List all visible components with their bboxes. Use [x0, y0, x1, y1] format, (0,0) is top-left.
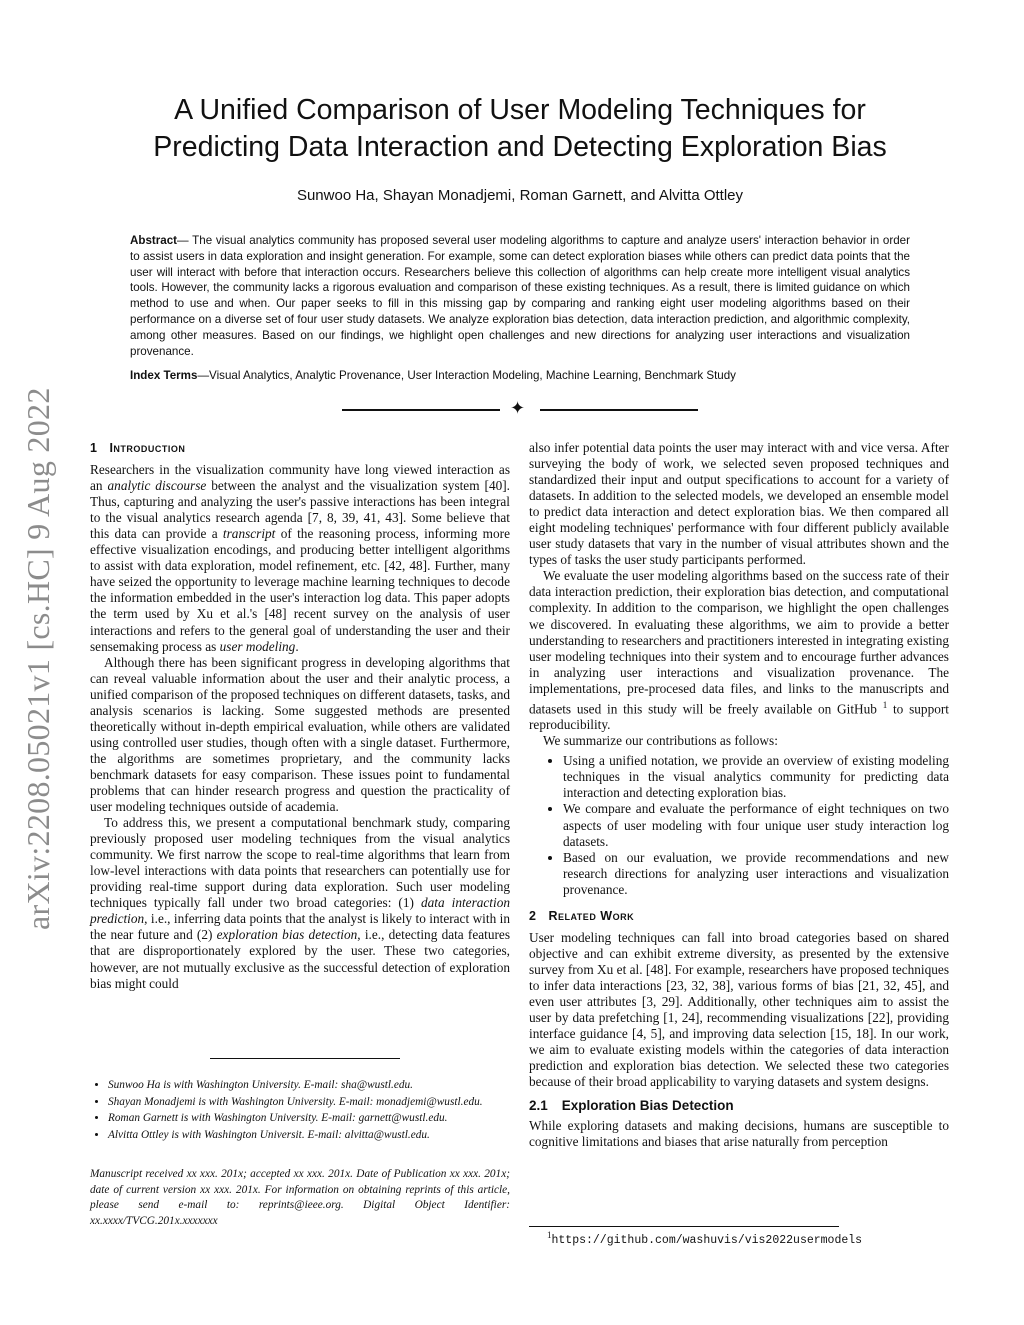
text-run: , i.e., inferring data points that the analyst is likely to interact with in the near future and (2)	[90, 911, 510, 943]
index-terms-label: Index Terms	[130, 369, 198, 382]
emphasis: data interaction prediction	[90, 895, 510, 927]
contribution-item: • We compare and evaluate the performance of eight techniques on two aspects of user modeling with four unique user study interaction log datasets.	[563, 801, 949, 849]
section-heading-related-work	[529, 908, 949, 924]
subsection-heading-exploration-bias	[529, 1098, 949, 1114]
emphasis: analytic discourse	[107, 478, 207, 494]
text-run: to support reproducibility.	[529, 701, 949, 733]
affiliation-item: • Shayan Monadjemi is with Washington University. E-mail: monadjemi@wustl.edu.	[108, 1095, 520, 1111]
text-run: Researchers in the visualization community have long viewed interaction as an	[90, 462, 510, 494]
contributions-list	[529, 753, 949, 897]
intro-paragraph-2: Although there has been significant progress in developing algorithms that can reveal valuable information about the user and their analytic process, a unified comparison of the proposed techniques on different datasets, tasks, and analysis scenarios is lacking. Some suggested methods are presented theoretically without in-depth empirical evaluation, while others are validated using controlled user studies, though often with a single dataset. Furthermore, the algorithms are sometimes proprietary, and the community lacks benchmark datasets for easy comparison. These issues point to fundamental problems that can hinder research progress and question the practicality of user modeling techniques outside of academia.	[90, 654, 510, 815]
right-column	[529, 440, 949, 1150]
related-paragraph-1: User modeling techniques can fall into broad categories based on shared objective and can exhibit extreme diversity, as presented by the extensive survey from Xu et al. [48]. For example, researchers have proposed techniques to infer data interactions [23, 32, 38], various forms of bias [21, 32, 45], and even user attributes [3, 29]. Additionally, other techniques aim to assist the user by data prefetching [1, 24], recommending visualizations [22], providing interface guidance [4, 5], and improving data selection [15, 18]. In our work, we aim to evaluate existing models within the categories of data interaction prediction and exploration bias detection. We selected these two categories because of their broad applicability to varying datasets and system designs.	[529, 929, 949, 1090]
contribution-item: • Using a unified notation, we provide an overview of existing modeling techniques in the visual analytics community for predicting data interaction and detecting exploration bias.	[563, 753, 949, 801]
left-column	[90, 440, 510, 992]
intro-paragraph-6: We summarize our contributions as follows:	[543, 733, 778, 749]
exploration-bias-paragraph-1: While exploring datasets and making decisions, humans are susceptible to cognitive limitations and biases that arise naturally from perception	[529, 1118, 949, 1150]
text-run: We evaluate the user modeling algorithms based on the success rate of their data interaction prediction, their exploration bias detection, and computational complexity. In addition to the comparison, we highlight the open challenges we discovered. In evaluating these algorithms, we aim to provide a better understanding to researchers and practitioners interested in integrating existing user modeling techniques into their system and to encourage further advances in analyzing user interactions and visualization provenance. The implementations, pre-procesed data files, and links to the manuscripts and datasets used in this study will be freely available on GitHub	[529, 568, 949, 717]
title-line-2: Predicting Data Interaction and Detecting Exploration Bias	[153, 131, 887, 163]
index-terms-text: —Visual Analytics, Analytic Provenance, User Interaction Modeling, Machine Learning, Benchmark Study	[197, 369, 736, 382]
text-run: , i.e., detecting data features that are disproportionately explored by the user. These two categories, however, are not mutually exclusive as the successful detection of exploration bias might could	[90, 927, 511, 991]
section-number: 2	[529, 908, 537, 923]
footnote-rule-right	[529, 1226, 839, 1227]
contribution-item: • Based on our evaluation, we provide recommendations and new research directions for analyzing user interactions and visualization provenance.	[563, 850, 949, 898]
section-title: Related Work	[548, 908, 635, 923]
abstract-label: Abstract	[130, 234, 178, 247]
affiliation-item: • Sunwoo Ha is with Washington University. E-mail: sha@wustl.edu.	[108, 1078, 520, 1094]
manuscript-note: Manuscript received xx xxx. 201x; accepted xx xxx. 201x. Date of Publication xx xxx. 201x; date of current version xx xxx. 201x. For information on obtaining reprints of this article, please send e-mail to: reprints@ieee.org. Digital Object Identifier: xx.xxxx/TVCG.201x.xxxxxxx	[90, 1168, 510, 1227]
footnote-rule	[210, 1058, 400, 1059]
text-run: between the analyst and the visualization system [40]. Thus, capturing and analyzing the user's passive interactions has been integral to the visual analytics research agenda [7, 8, 39, 41, 43]. Some believe that this data can provide a	[90, 478, 510, 542]
footnote-number: 1	[547, 1230, 552, 1240]
author-affiliations	[90, 1078, 520, 1144]
section-title: Introduction	[109, 441, 186, 455]
text-run: To address this, we present a computational benchmark study, comparing previously proposed user modeling techniques from the visual analytics community. We first narrow the scope to real-time algorithms that learn from low-level interactions with data points that researchers can potentially use for providing real-time support during data exploration. Such user modeling techniques typically fall under two broad categories: (1)	[90, 815, 510, 911]
subsection-number: 2.1	[529, 1098, 548, 1114]
subsection-title: Exploration Bias Detection	[561, 1098, 734, 1114]
divider-line-right	[540, 409, 698, 411]
affiliation-item: • Alvitta Ottley is with Washington Universit. E-mail: alvitta@wustl.edu.	[108, 1128, 520, 1144]
section-divider	[342, 400, 698, 420]
intro-paragraph-1	[90, 462, 510, 655]
title-line-1: A Unified Comparison of User Modeling Techniques for	[174, 94, 866, 126]
intro-paragraph-5	[529, 568, 949, 733]
emphasis: exploration bias detection	[216, 927, 358, 943]
footnote-marker: 1	[882, 699, 888, 710]
paper-title	[100, 92, 940, 166]
github-footnote	[547, 1230, 862, 1247]
emphasis: user modeling	[219, 638, 296, 654]
intro-paragraph-3	[90, 815, 510, 992]
section-heading-introduction	[90, 440, 510, 456]
affiliation-item: • Roman Garnett is with Washington University. E-mail: garnett@wustl.edu.	[108, 1111, 520, 1127]
author-list: Sunwoo Ha, Shayan Monadjemi, Roman Garnett, and Alvitta Ottley	[296, 187, 744, 204]
divider-line-left	[342, 409, 500, 411]
intro-paragraph-4: also infer potential data points the user may interact with and vice versa. After surveying the body of work, we selected seven proposed techniques and standardized their input and output specifications to account for a variety of datasets. In addition to the selected models, we developed an ensemble model to predict data interaction and detect exploration bias. We then compared all eight modeling techniques' performance with four different publicly available user study datasets that vary in the number of visual attributes shown and the types of tasks the user study participants performed.	[529, 440, 949, 568]
divider-star-icon: ✦	[510, 398, 526, 419]
github-url[interactable]: https://github.com/washuvis/vis2022usermodels	[551, 1233, 863, 1247]
abstract	[130, 233, 910, 359]
arxiv-identifier-stamp: arXiv:2208.05021v1 [cs.HC] 9 Aug 2022	[20, 387, 56, 930]
emphasis: transcript	[222, 526, 276, 542]
text-run: of the reasoning process, informing more effective visualization encodings, and producing better intelligent algorithms to assist with data exploration, model refinement, etc. [42, 48]. Further, many have seized the opportunity to leverage machine learning techniques to decode the information embedded in the user's interaction log data. This paper adopts the term used by Xu et al.'s [48] recent survey on the analysis of user interactions and refers to the general goal of understanding the user and their sensemaking process as	[90, 526, 511, 654]
section-number: 1	[90, 441, 98, 455]
text-run: .	[295, 638, 299, 654]
abstract-text: — The visual analytics community has proposed several user modeling algorithms to capture and analyze users' interaction behavior in order to assist users in data exploration and insight generation. For example, some can detect exploration biases while others can predict data points that the user will interact with before that interaction occurs. Researchers believe this collection of algorithms can help create more intelligent visual analytics tools. However, the community lacks a rigorous evaluation and comparison of these existing techniques. As a result, there is limited guidance on which method to use and when. Our paper seeks to fill in this missing gap by comparing and ranking eight user modeling algorithms based on their performance on a diverse set of four user study datasets. We analyze exploration bias detection, data interaction prediction, and algorithmic complexity, among other measures. Based on our findings, we highlight open challenges and new directions for analyzing user interactions and visualization provenance.	[130, 234, 910, 358]
index-terms	[130, 368, 910, 384]
